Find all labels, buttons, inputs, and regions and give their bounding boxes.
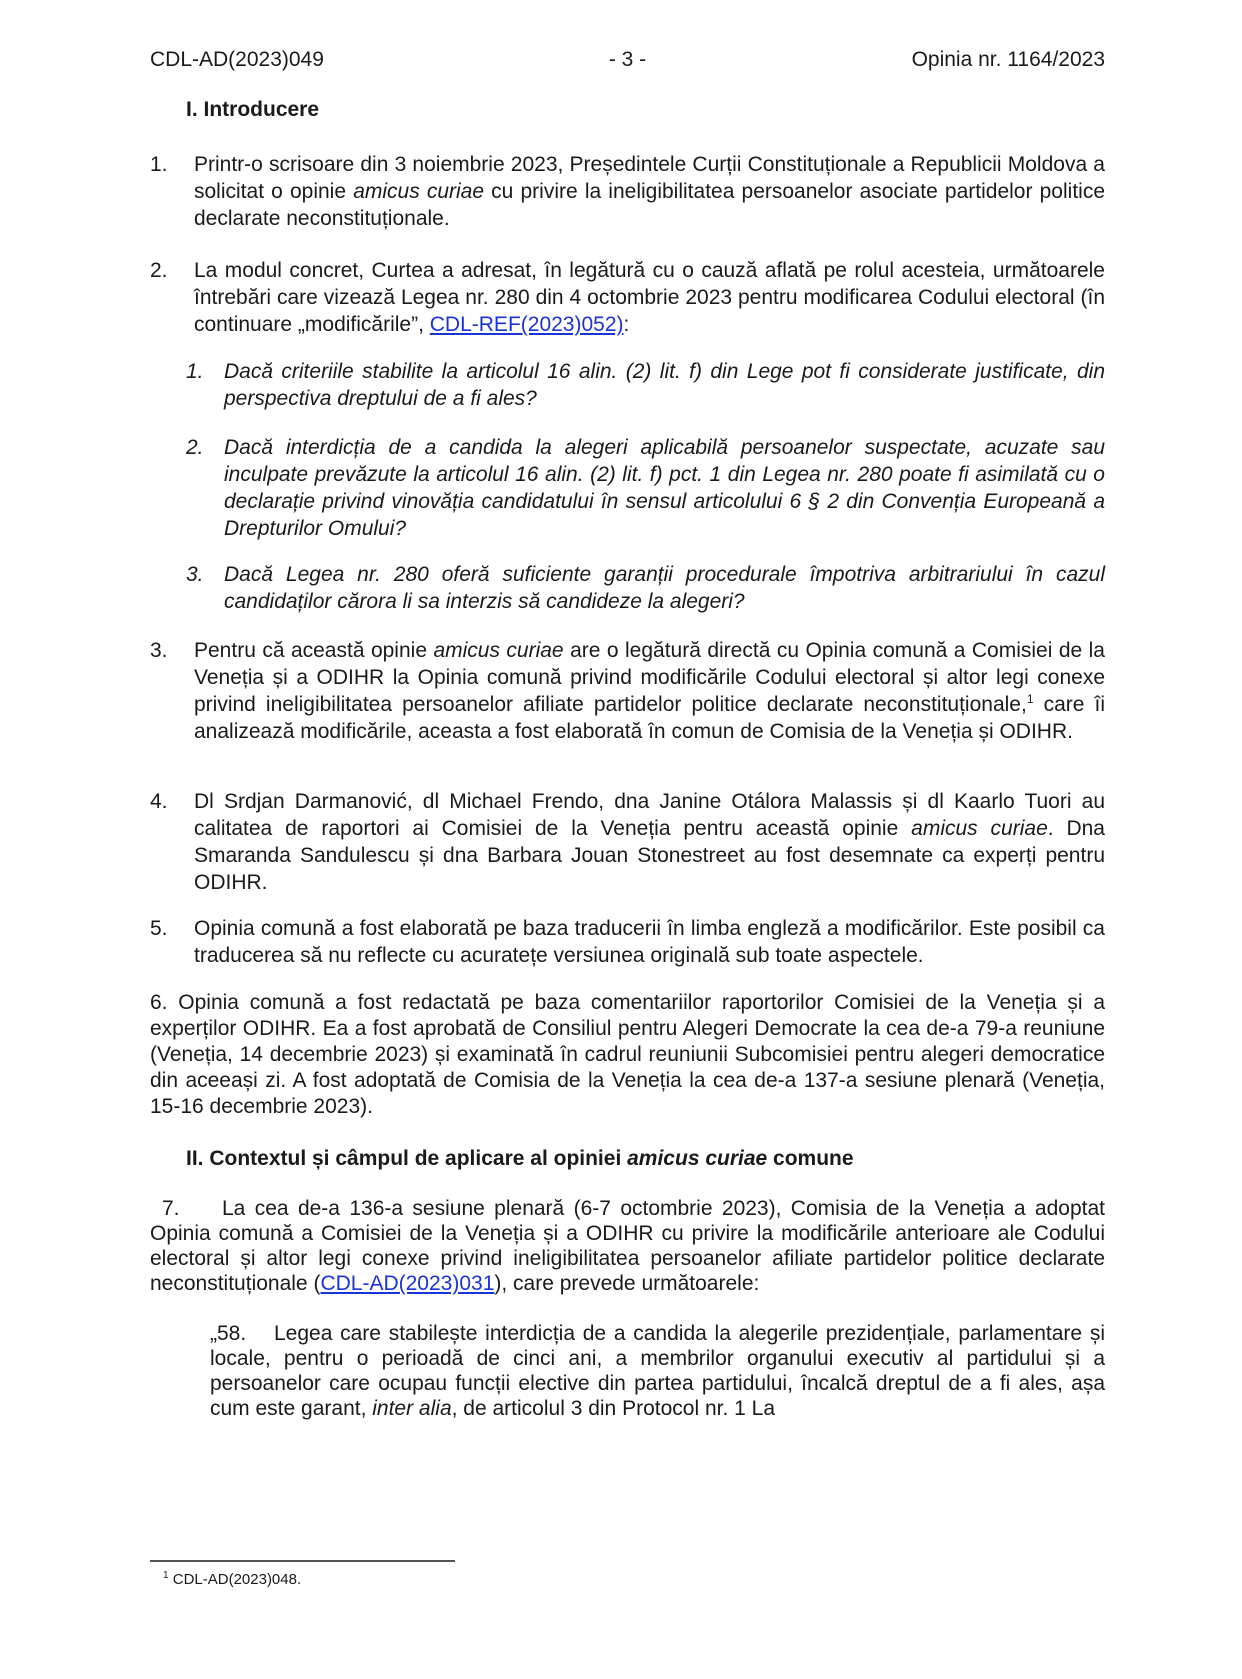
paragraph-number: 7. [162, 1197, 180, 1220]
paragraph-text: La modul concret, Curtea a adresat, în legătură cu o cauză aflată pe rolul acesteia, următoarele întrebări care vizează Legea nr. 280 din 4 octombrie 2023 pentru modificarea Codului electoral (în continuare „modificările”, CDL-REF(2023)052): [194, 259, 1105, 336]
link-cdl-ref-2023-052[interactable]: CDL-REF(2023)052) [429, 313, 624, 336]
question-text: Dacă Legea nr. 280 oferă suficiente garanții procedurale împotriva arbitrariului în cazul candidaților cărora li sa interzis să candideze la alegeri? [224, 563, 1105, 613]
paragraph-text: Dl Srdjan Darmanović, dl Michael Frendo, dna Janine Otálora Malassis și dl Kaarlo Tuori au calitatea de raportori ai Comisiei de la Veneția pentru această opinie amicus curiae. Dna Smaranda Sandulescu și dna Barbara Jouan Stonestreet au fost desemnate ca experți pentru ODIHR. [194, 790, 1105, 894]
question-number: 3. [186, 563, 204, 586]
question-1 [186, 358, 1105, 412]
page-header [150, 46, 1105, 74]
quoted-paragraph-58: „58. Legea care stabilește interdicția de a candida la alegerile prezidențiale, parlamentare și locale, pentru o perioadă de cinci ani, a membrilor organului executiv al partidului și a persoanelor care ocupau funcții elective din partea partidului, încalcă dreptul de a fi ales, așa cum este garant, inter alia, de articolul 3 din Protocol nr. 1 La [210, 1322, 1105, 1420]
paragraph-text: Pentru că această opinie amicus curiae are o legătură directă cu Opinia comună a Comisiei de la Veneția și a ODIHR la Opinia comună privind modificările Codului electoral și altor legi conexe privind ineligibilitatea persoanelor afiliate partidelor politice declarate neconstituționale,$^1$ care îi analizează modificările, aceasta a fost elaborată în comun de Comisia de la Veneția și ODIHR. [194, 639, 1105, 743]
footnote-number: 1 [163, 1570, 169, 1581]
page-number: - 3 - [608, 48, 647, 71]
paragraph-4 [150, 788, 1105, 896]
question-number: 2. [186, 436, 204, 459]
footnote-separator [150, 1560, 455, 1562]
paragraph-number: 4. [150, 790, 168, 813]
opinion-number: Opinia nr. 1164/2023 [911, 48, 1105, 71]
question-text: Dacă criteriile stabilite la articolul 16 alin. (2) lit. f) din Lege pot fi considerate justificate, din perspectiva dreptului de a fi ales? [224, 360, 1105, 410]
paragraph-number: 5. [150, 917, 168, 940]
paragraph-1 [150, 151, 1105, 232]
paragraph-text: Opinia comună a fost elaborată pe baza traducerii în limba engleză a modificărilor. Este posibil ca traducerea să nu reflecte cu acuratețe versiunea originală sub toate aspectele. [194, 917, 1105, 967]
section-heading-introducere: I. Introducere [186, 98, 320, 121]
question-2 [186, 434, 1105, 542]
footnote-text: CDL-AD(2023)048. [172, 1571, 302, 1588]
section-heading-contextul: II. Contextul și câmpul de aplicare al opiniei amicus curiae comune [186, 1147, 854, 1170]
link-cdl-ad-2023-031[interactable]: CDL-AD(2023)031 [320, 1272, 495, 1295]
footnote-1 [163, 1570, 301, 1590]
paragraph-number: 2. [150, 259, 168, 282]
question-3 [186, 561, 1105, 615]
paragraph-5 [150, 915, 1105, 969]
paragraph-6: 6. Opinia comună a fost redactată pe baza comentariilor raportorilor Comisiei de la Veneția și a experților ODIHR. Ea a fost aprobată de Consiliul pentru Alegeri Democrate la cea de-a 79-a reuniune (Veneția, 14 decembrie 2023) și examinată în cadrul reuniunii Subcomisiei pentru alegeri democratice din aceeași zi. A fost adoptată de Comisia de la Veneția la cea de-a 137-a sesiune plenară (Veneția, 15-16 decembrie 2023). [150, 991, 1105, 1118]
question-text: Dacă interdicția de a candida la alegeri aplicabilă persoanelor suspectate, acuzate sau inculpate prevăzute la articolul 16 alin. (2) lit. f) pct. 1 din Legea nr. 280 poate fi asimilată cu o declarație privind vinovăția candidatului în sensul articolului 6 § 2 din Convenția Europeană a Drepturilor Omului? [224, 436, 1105, 540]
question-number: 1. [186, 360, 204, 383]
paragraph-text: Printr-o scrisoare din 3 noiembrie 2023, Președintele Curții Constituționale a Republicii Moldova a solicitat o opinie amicus curiae cu privire la ineligibilitatea persoanelor asociate partidelor politice declarate neconstituționale. [194, 153, 1105, 230]
document-code: CDL-AD(2023)049 [150, 48, 324, 71]
paragraph-3 [150, 637, 1105, 745]
paragraph-7: 7. La cea de-a 136-a sesiune plenară (6-7 octombrie 2023), Comisia de la Veneția a adoptat Opinia comună a Comisiei de la Veneția și a ODIHR cu privire la modificările anterioare ale Codului electoral și altor legi conexe privind ineligibilitatea persoanelor afiliate partidelor politice declarate neconstituționale (CDL-AD(2023)031), care prevede următoarele: [150, 1197, 1105, 1295]
paragraph-2 [150, 257, 1105, 338]
paragraph-number: 3. [150, 639, 168, 662]
footnote-reference[interactable]: 1 [1026, 692, 1034, 706]
quote-number: „58. [210, 1322, 247, 1345]
paragraph-number: 1. [150, 153, 168, 176]
